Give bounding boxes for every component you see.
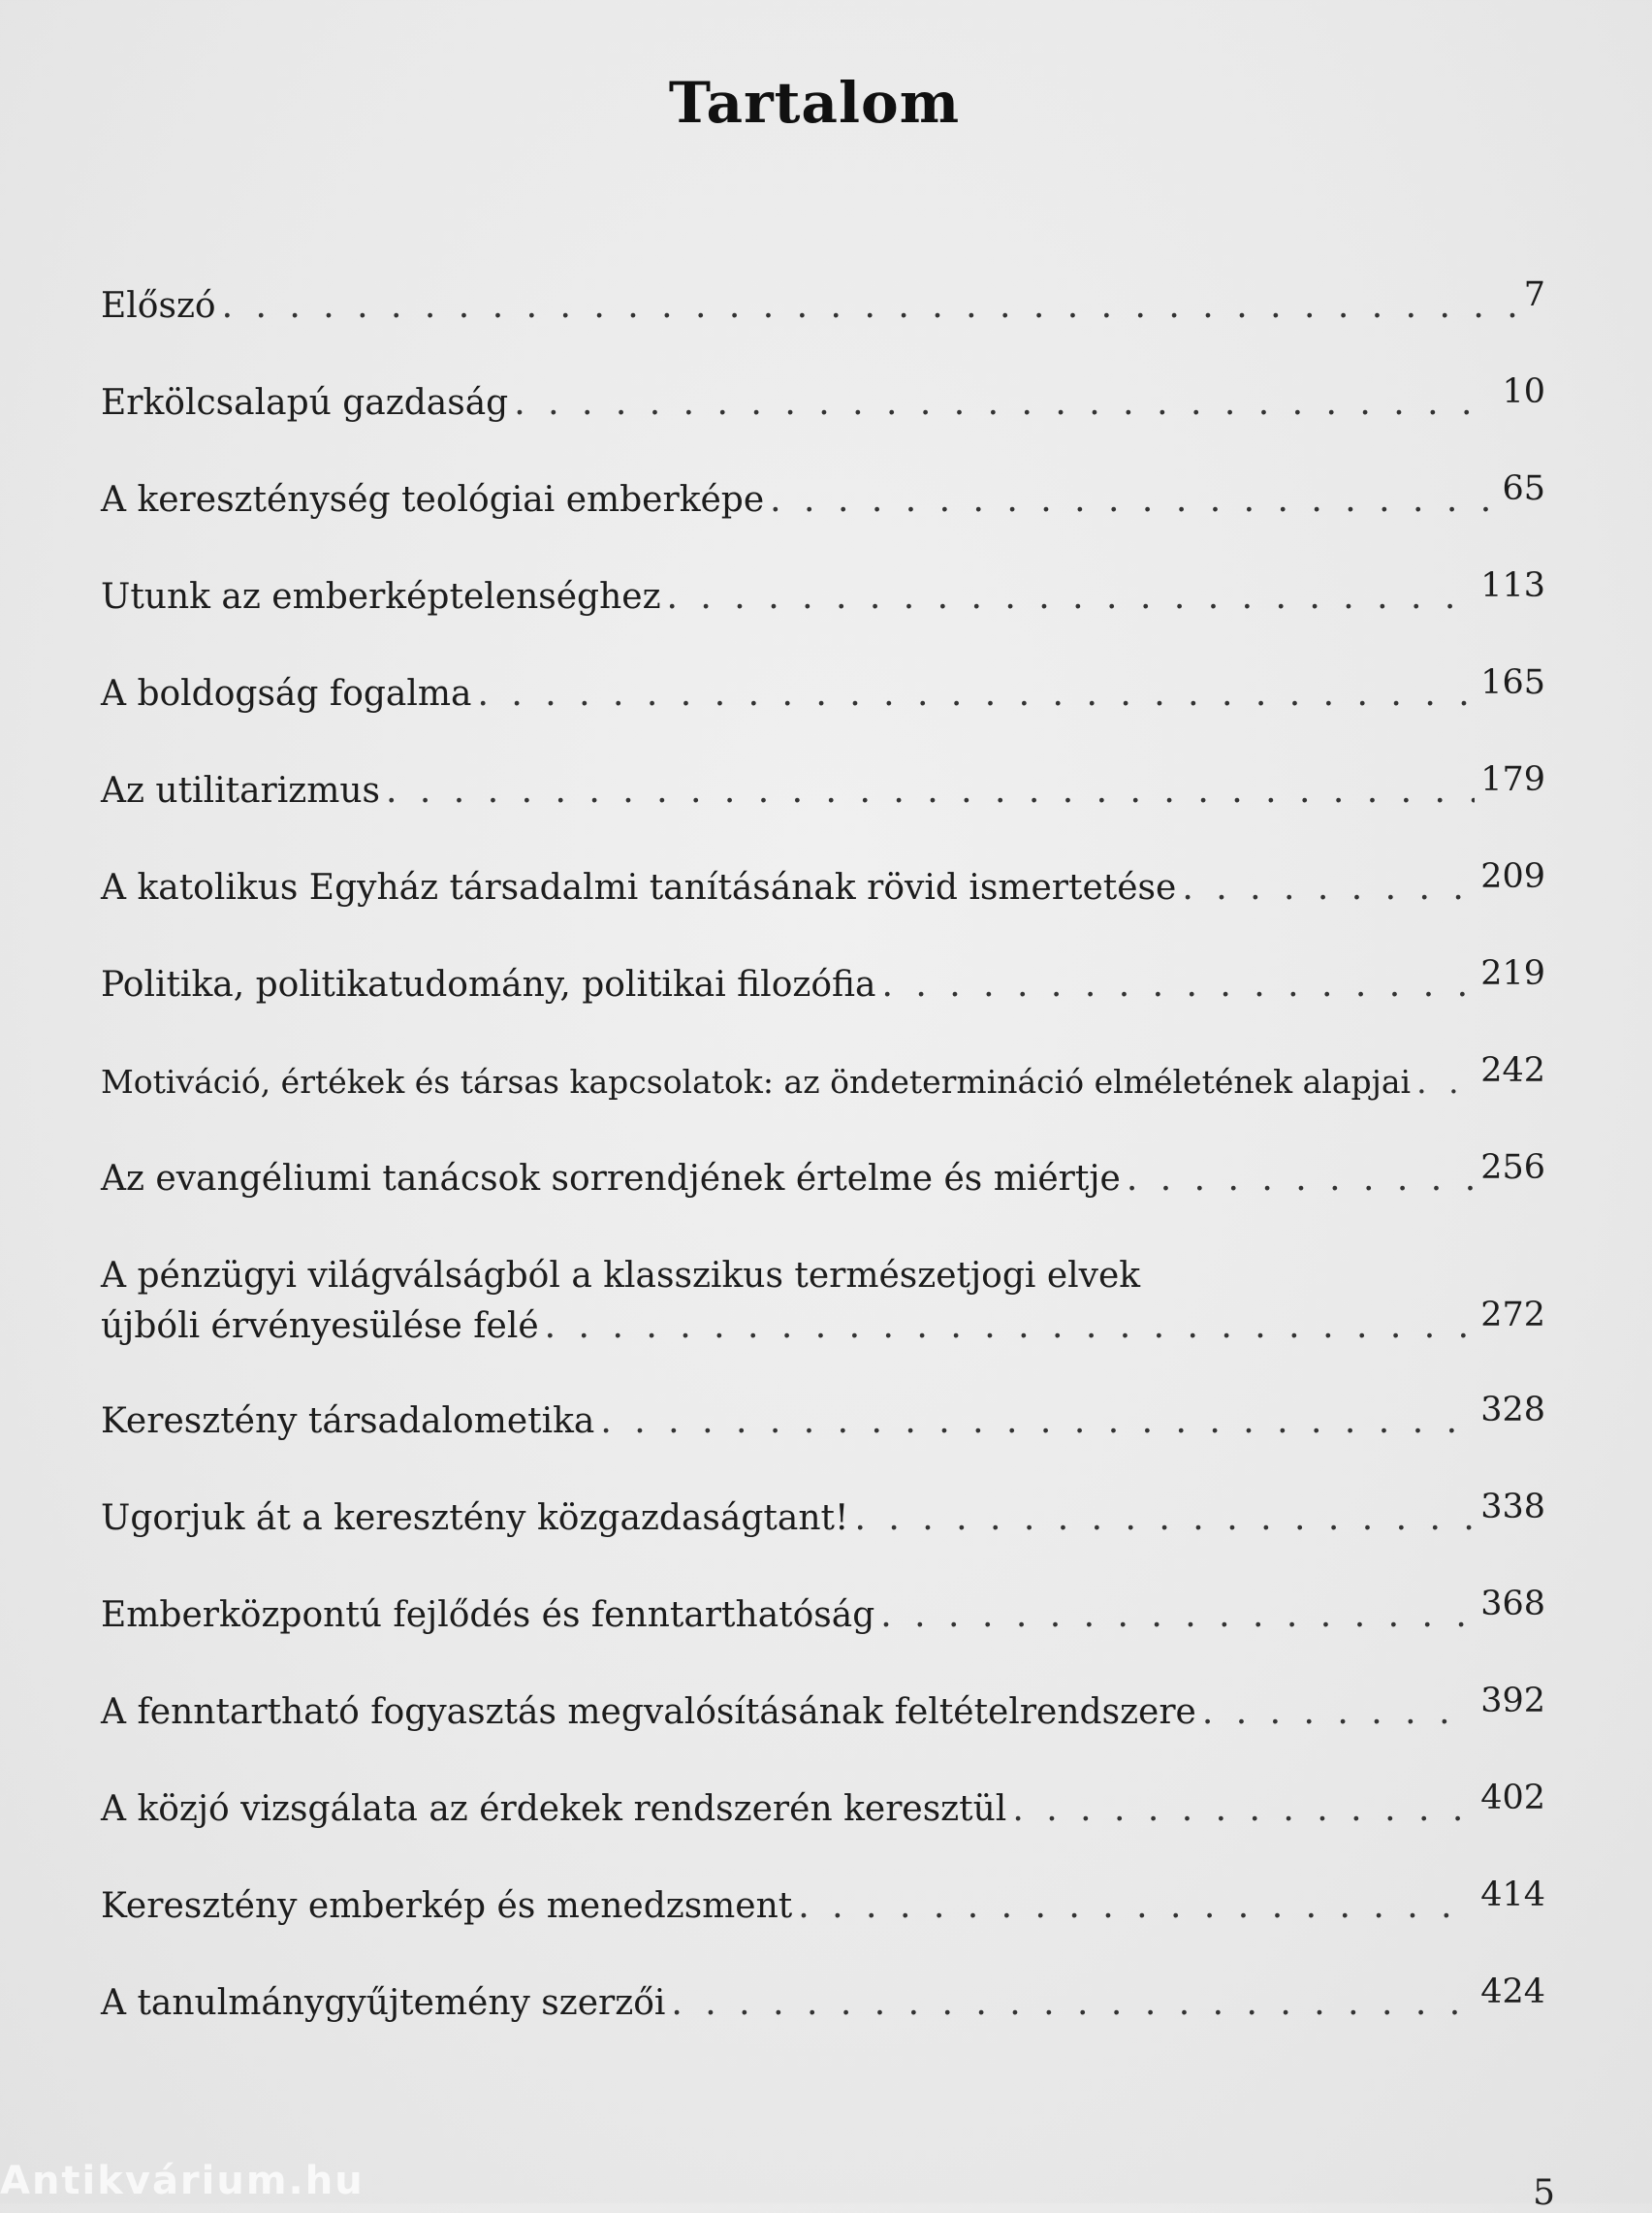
toc-entry [101, 1391, 1545, 1447]
toc-entry [101, 1148, 1545, 1204]
toc-leader-dots [1182, 863, 1475, 914]
toc-entry [101, 566, 1545, 623]
toc-entry-page: 113 [1480, 566, 1545, 605]
toc-entry-title: A közjó vizsgálata az érdekek rendszerén keresztül [101, 1789, 1007, 1829]
toc-entry-title-line1: A pénzügyi világválságból a klasszikus természetjogi elvek [101, 1256, 1141, 1296]
toc-entry [101, 1876, 1545, 1932]
toc-entry [101, 1051, 1545, 1107]
toc-entry-title: Az utilitarizmus [101, 771, 381, 811]
toc-entry-page: 424 [1480, 1972, 1545, 2011]
toc-entry [101, 372, 1545, 429]
toc-entry [101, 1779, 1545, 1835]
toc-entry-page: 328 [1480, 1391, 1545, 1429]
toc-leader-dots [671, 1978, 1475, 2029]
toc-entry [101, 1251, 1545, 1352]
toc-leader-dots [1127, 1154, 1475, 1204]
toc-leader-dots [386, 766, 1475, 817]
toc-entry-title: Erkölcsalapú gazdaság [101, 383, 509, 423]
toc-entry-page: 414 [1480, 1876, 1545, 1914]
toc-leader-dots [1202, 1687, 1475, 1738]
toc-entry-title: A fenntartható fogyasztás megvalósításának feltételrendszere [101, 1692, 1196, 1732]
site-watermark: Antikvárium.hu [0, 2159, 365, 2203]
toc-entry-title: Ugorjuk át a keresztény közgazdaságtant! [101, 1498, 849, 1538]
toc-leader-dots [514, 378, 1496, 429]
toc-entry [101, 1682, 1545, 1738]
toc-entry-title: A boldogság fogalma [101, 674, 472, 714]
toc-entry-page: 368 [1480, 1585, 1545, 1623]
toc-entry [101, 275, 1545, 332]
toc-leader-dots [882, 960, 1476, 1010]
toc-entry-page: 165 [1480, 663, 1545, 702]
toc-entry-page: 392 [1480, 1682, 1545, 1720]
toc-entry [101, 954, 1545, 1010]
toc-entry-title: Keresztény emberkép és menedzsment [101, 1886, 793, 1926]
toc-entry [101, 1585, 1545, 1641]
toc-entry-title: Előszó [101, 286, 216, 326]
toc-entry-page: 338 [1480, 1488, 1545, 1526]
toc-entry-title: A tanulmánygyűjtemény szerzői [101, 1983, 666, 2023]
toc-entry-title: Az evangéliumi tanácsok sorrendjének értelme és miértje [101, 1159, 1121, 1199]
toc-entry-title: Politika, politikatudomány, politikai filozófia [101, 965, 876, 1005]
toc-entry-title: A kereszténység teológiai emberképe [101, 480, 765, 520]
toc-leader-dots [667, 572, 1476, 623]
toc-entry-page: 10 [1502, 372, 1545, 411]
toc-entry [101, 760, 1545, 817]
toc-entry-page: 242 [1480, 1051, 1545, 1090]
toc-leader-dots [880, 1590, 1475, 1641]
toc-leader-dots [222, 281, 1518, 332]
toc-entry-title: Utunk az emberképtelenséghez [101, 577, 661, 617]
toc-leader-dots [798, 1881, 1475, 1932]
toc-entry [101, 1972, 1545, 2029]
toc-entry-title: A katolikus Egyház társadalmi tanításának rövid ismertetése [101, 868, 1177, 908]
toc-entry-page: 219 [1480, 954, 1545, 993]
toc-entry-title: Emberközpontú fejlődés és fenntarthatóság [101, 1595, 875, 1635]
toc-leader-dots [770, 475, 1496, 526]
toc-entry-page: 7 [1523, 275, 1545, 314]
toc-entry-page: 65 [1502, 469, 1545, 508]
toc-leader-dots [1416, 1057, 1475, 1107]
toc-entry-page: 179 [1480, 760, 1545, 799]
toc-entry [101, 469, 1545, 526]
toc-entry-page: 256 [1480, 1148, 1545, 1187]
toc-entry [101, 663, 1545, 720]
toc-entry-title: Motiváció, értékek és társas kapcsolatok: az öndetermináció elméletének alapjai [101, 1063, 1412, 1101]
toc-entry-title-line2: újbóli érvényesülése felé [101, 1306, 539, 1346]
toc-entry-page: 209 [1480, 857, 1545, 896]
toc-entry-title: Keresztény társadalometika [101, 1401, 595, 1441]
toc-leader-dots [545, 1301, 1476, 1352]
toc-leader-dots [477, 669, 1475, 720]
toc-leader-dots [854, 1493, 1475, 1544]
toc-entry-page: 272 [1480, 1296, 1545, 1334]
toc-leader-dots [600, 1396, 1475, 1447]
page-title: Tartalom [668, 70, 961, 136]
toc-entry-page: 402 [1480, 1779, 1545, 1817]
toc-entry [101, 857, 1545, 914]
toc-entry [101, 1488, 1545, 1544]
toc-leader-dots [1012, 1784, 1475, 1835]
page-footer-number: 5 [1533, 2173, 1555, 2213]
